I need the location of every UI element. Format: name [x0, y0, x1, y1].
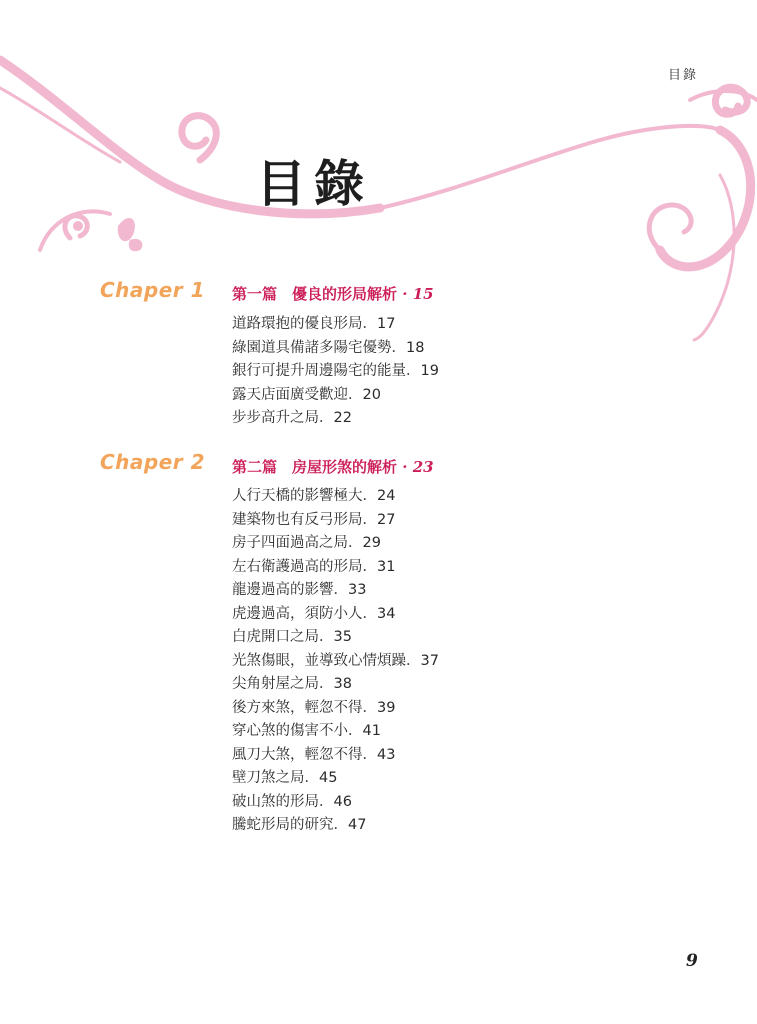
toc-entry[interactable]: 銀行可提升周邊陽宅的能量．19	[232, 363, 439, 379]
toc-entry[interactable]: 光煞傷眼，並導致心情煩躁．37	[232, 652, 439, 669]
toc-entry[interactable]: 尖角射屋之局．38	[232, 676, 352, 692]
toc-entry[interactable]: 壁刀煞之局．45	[232, 770, 338, 786]
toc-entry[interactable]: 左右衛護過高的形局．31	[232, 558, 396, 575]
toc-entry[interactable]: 破山煞的形局．46	[232, 793, 352, 810]
toc-entry[interactable]: 建築物也有反弓形局．27	[232, 511, 396, 528]
toc-entry[interactable]: 白虎開口之局．35	[232, 629, 352, 645]
toc-entry[interactable]: 露天店面廣受歡迎．20	[232, 386, 381, 403]
part-heading-2-sep: ·	[402, 458, 408, 476]
toc-entry[interactable]: 步步高升之局．22	[232, 410, 352, 426]
chapter-1-entry-list	[232, 313, 439, 431]
floral-swirl-ornament	[0, 0, 757, 360]
part-heading-1-title: 第一篇 優良的形局解析	[232, 285, 398, 303]
toc-entry[interactable]: 房子四面過高之局．29	[232, 535, 381, 551]
chapter-2-entry-list	[232, 485, 439, 838]
page-title: 目錄	[256, 154, 372, 213]
chapter-tag-2: Chaper 2	[100, 450, 206, 474]
toc-entry[interactable]: 穿心煞的傷害不小．41	[232, 723, 381, 739]
toc-entry[interactable]: 道路環抱的優良形局．17	[232, 316, 396, 332]
toc-entry[interactable]: 虎邊過高，須防小人．34	[232, 605, 396, 622]
part-heading-1-sep: ·	[402, 285, 408, 303]
toc-entry[interactable]: 人行天橋的影響極大．24	[232, 488, 396, 504]
part-heading-2-page: 23	[412, 458, 434, 476]
part-heading-2	[232, 456, 434, 477]
part-heading-2-title: 第二篇 房屋形煞的解析	[232, 458, 398, 476]
toc-entry[interactable]: 後方來煞，輕忽不得．39	[232, 699, 396, 716]
part-heading-1-page: 15	[412, 285, 434, 303]
toc-entry[interactable]: 龍邊過高的影響．33	[232, 582, 367, 598]
toc-entry[interactable]: 風刀大煞，輕忽不得．43	[232, 746, 396, 763]
toc-entry[interactable]: 騰蛇形局的研究．47	[232, 817, 367, 833]
part-heading-1	[232, 283, 434, 304]
toc-entry[interactable]: 綠園道具備諸多陽宅優勢．18	[232, 339, 425, 356]
chapter-tag-1: Chaper 1	[100, 278, 206, 302]
running-head: 目錄	[668, 68, 699, 83]
page-number: 9	[686, 951, 698, 971]
